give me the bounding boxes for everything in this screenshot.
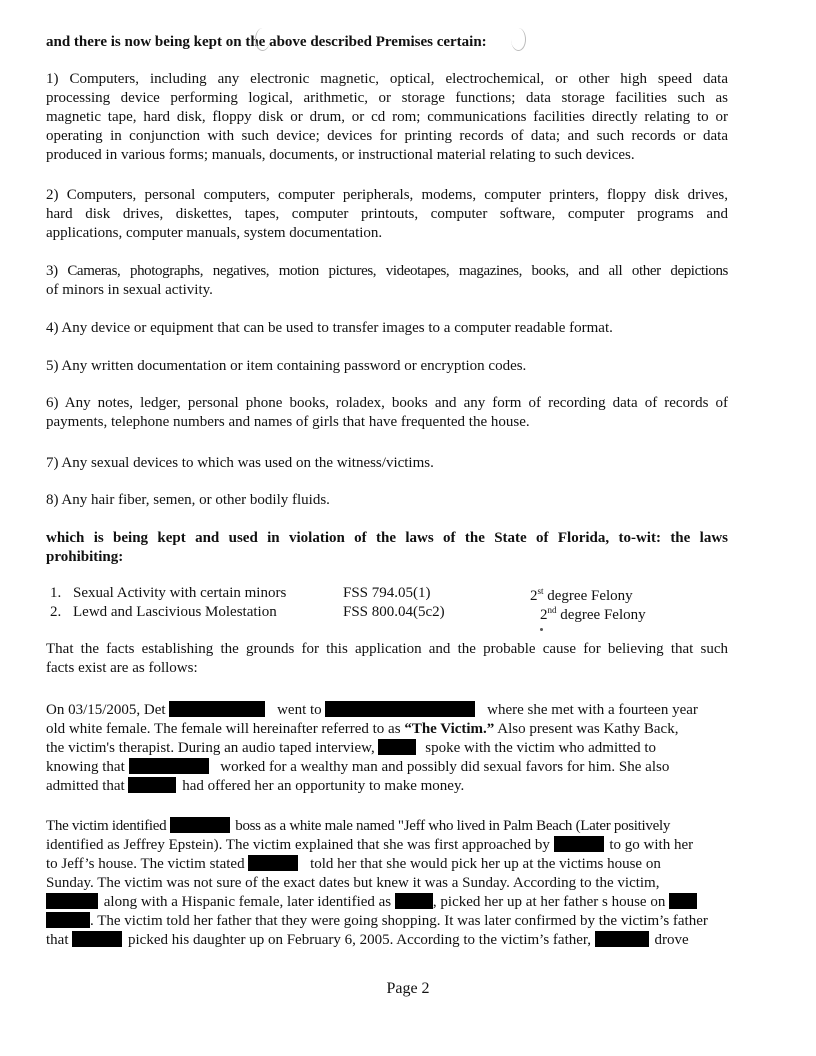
item-1-line: processing device performing logical, arithmetic, or storage functions; data storage facilities such as (46, 90, 728, 106)
item-8-line: 8) Any hair fiber, semen, or other bodily fluids. (46, 492, 330, 508)
paragraph-2-line: Sunday. The victim was not sure of the exact dates but knew it was a Sunday. According to the victim, (46, 875, 660, 891)
stray-mark (540, 628, 543, 631)
crime-degree: 2nd degree Felony (540, 605, 646, 623)
paragraph-1-line: On 03/15/2005, Det went to where she met with a fourteen year (46, 702, 698, 718)
paragraph-2-line: . The victim told her father that they were going shopping. It was later confirmed by the victim’s father (46, 912, 708, 931)
paragraph-2-line: along with a Hispanic female, later identified as , picked her up at her father s house on (46, 893, 697, 912)
facts-intro: That the facts establishing the grounds for this application and the probable cause for believing that such (46, 641, 728, 657)
redaction-bar (669, 893, 697, 909)
paragraph-1-line: old white female. The female will hereinafter referred to as “The Victim.” Also present was Kathy Back, (46, 721, 679, 737)
crime-statute: FSS 800.04(5c2) (343, 604, 445, 620)
redaction-bar (395, 893, 433, 909)
redaction-bar (554, 836, 604, 852)
item-4-line: 4) Any device or equipment that can be used to transfer images to a computer readable format. (46, 320, 613, 336)
redaction-bar (72, 931, 122, 947)
punch-hole-mark (255, 28, 270, 51)
item-2-line: 2) Computers, personal computers, computer peripherals, modems, computer printers, floppy disk drives, (46, 187, 728, 203)
redaction-bar (46, 912, 90, 928)
redaction-bar (46, 893, 98, 909)
paragraph-2-line: The victim identified boss as a white male named "Jeff who lived in Palm Beach (Later positively (46, 818, 671, 834)
item-2-line: applications, computer manuals, system documentation. (46, 225, 383, 241)
paragraph-1-line: admitted that had offered her an opportunity to make money. (46, 778, 465, 794)
paragraph-2-line: identified as Jeffrey Epstein). The victim explained that she was first approached by to go with her (46, 837, 694, 853)
item-7-line: 7) Any sexual devices to which was used on the witness/victims. (46, 455, 434, 471)
item-3-line: of minors in sexual activity. (46, 282, 213, 298)
facts-intro: facts exist are as follows: (46, 660, 198, 676)
crime-number: 1. (50, 585, 62, 601)
page-number: Page 2 (386, 980, 430, 997)
item-1-line: operating in conjunction with such device; devices for printing records of data; and such records or data (46, 128, 728, 144)
crime-statute: FSS 794.05(1) (343, 585, 431, 601)
item-3-line: 3) Cameras, photographs, negatives, motion pictures, videotapes, magazines, books, and all other depictions (46, 263, 728, 279)
item-5-line: 5) Any written documentation or item containing password or encryption codes. (46, 358, 527, 374)
paragraph-1-line: the victim's therapist. During an audio taped interview, spoke with the victim who admitted to (46, 740, 657, 756)
punch-hole-mark (511, 28, 526, 51)
redaction-bar (170, 817, 230, 833)
violation-heading: which is being kept and used in violation of the laws of the State of Florida, to-wit: the laws (46, 530, 728, 546)
redaction-bar (325, 701, 475, 717)
crime-number: 2. (50, 604, 62, 620)
crime-degree: 2st degree Felony (530, 586, 633, 604)
intro-heading: and there is now being kept on the above described Premises certain: (46, 34, 487, 50)
redaction-bar (248, 855, 298, 871)
item-2-line: hard disk drives, diskettes, tapes, computer printouts, computer software, computer programs and (46, 206, 728, 222)
paragraph-2-line: that picked his daughter up on February 6, 2005. According to the victim’s father, drove (46, 932, 689, 948)
redaction-bar (595, 931, 649, 947)
redaction-bar (169, 701, 265, 717)
redaction-bar (128, 777, 176, 793)
item-6-line: 6) Any notes, ledger, personal phone books, roladex, books and any form of recording data of records of (46, 395, 728, 411)
violation-heading: prohibiting: (46, 549, 124, 565)
paragraph-1-line: knowing that worked for a wealthy man and possibly did sexual favors for him. She also (46, 759, 670, 775)
redaction-bar (129, 758, 209, 774)
redaction-bar (378, 739, 416, 755)
item-1-line: produced in various forms; manuals, documents, or instructional material relating to such devices. (46, 147, 635, 163)
item-1-line: magnetic tape, hard disk, floppy disk or drum, or cd rom; communications facilities directly relating to or (46, 109, 728, 125)
crime-name: Sexual Activity with certain minors (73, 585, 287, 601)
paragraph-2-line: to Jeff’s house. The victim stated told her that she would pick her up at the victims house on (46, 856, 661, 872)
crime-name: Lewd and Lascivious Molestation (73, 604, 277, 620)
item-6-line: payments, telephone numbers and names of girls that have frequented the house. (46, 414, 530, 430)
item-1-line: 1) Computers, including any electronic magnetic, optical, electrochemical, or other high speed data (46, 71, 728, 87)
